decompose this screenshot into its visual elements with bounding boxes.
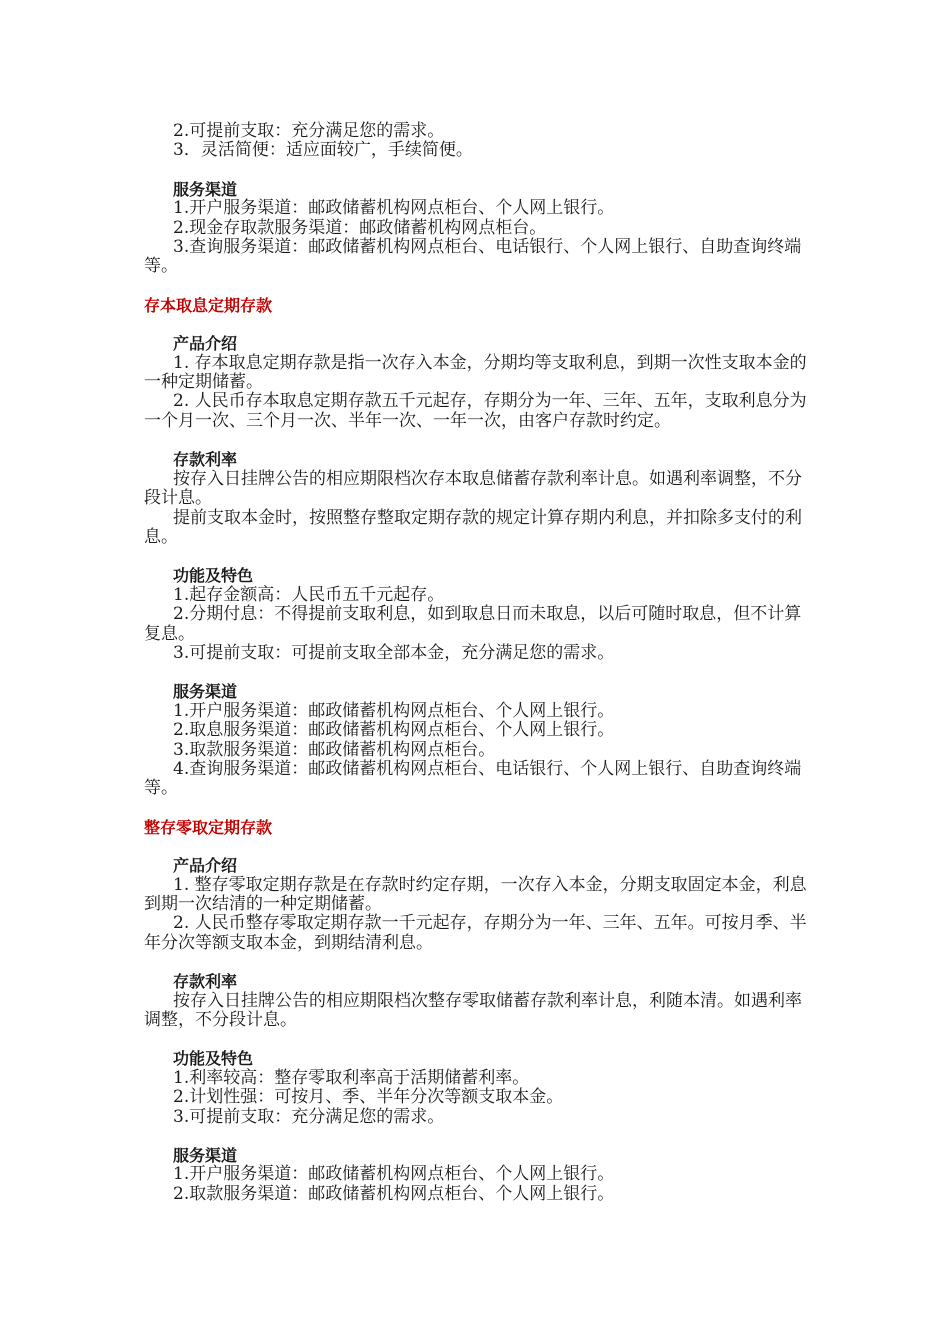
channel-item: 2.取款服务渠道：邮政储蓄机构网点柜台、个人网上银行。 (173, 1183, 615, 1204)
rate-heading: 存款利率 (173, 972, 238, 992)
feature-item: 2.分期付息：不得提前支取利息，如到取息日而未取息，以后可随时取息，但不计算复息。 (144, 604, 802, 644)
rate-paragraph: 提前支取本金时，按照整存整取定期存款的规定计算存期内利息，并扣除多支付的利息。 (144, 507, 802, 547)
channel-item: 2.取息服务渠道：邮政储蓄机构网点柜台、个人网上银行。 (173, 720, 615, 741)
channel-item: 1.开户服务渠道：邮政储蓄机构网点柜台、个人网上银行。 (173, 1164, 615, 1185)
channel-item: 2.现金存取款服务渠道：邮政储蓄机构网点柜台。 (173, 217, 547, 238)
feature-item: 2.可提前支取：充分满足您的需求。 (173, 121, 445, 141)
channels-heading: 服务渠道 (173, 1146, 238, 1166)
feature-item: 3．灵活简便：适应面较广，手续简便。 (173, 140, 473, 161)
channel-item: 3.取款服务渠道：邮政储蓄机构网点柜台。 (173, 739, 496, 760)
intro-paragraph: 1. 存本取息定期存款是指一次存入本金，分期均等支取利息，到期一次性支取本金的一种定期储蓄。 (144, 352, 807, 393)
feature-item: 2.计划性强：可按月、季、半年分次等额支取本金。 (173, 1087, 564, 1108)
intro-paragraph: 2. 人民币整存零取定期存款一千元起存，存期分为一年、三年、五年。可按月季、半年分次等额支取本金，到期结清利息。 (144, 913, 807, 953)
features-heading: 功能及特色 (173, 1049, 254, 1069)
channels-heading: 服务渠道 (173, 682, 238, 702)
intro-paragraph: 2. 人民币存本取息定期存款五千元起存，存期分为一年、三年、五年，支取利息分为一个月一次、三个月一次、半年一次、一年一次，由客户存款时约定。 (144, 391, 807, 431)
channel-item: 1.开户服务渠道：邮政储蓄机构网点柜台、个人网上银行。 (173, 700, 615, 721)
feature-item: 1.利率较高：整存零取利率高于活期储蓄利率。 (173, 1067, 530, 1088)
feature-item: 1.起存金额高：人民币五千元起存。 (173, 584, 445, 605)
section-title-s1: 存本取息定期存款 (144, 295, 273, 315)
section-title-s2: 整存零取定期存款 (144, 817, 273, 837)
rate-paragraph: 按存入日挂牌公告的相应期限档次整存零取储蓄存款利率计息，利随本清。如遇利率调整，不分段计息。 (144, 990, 802, 1031)
rate-heading: 存款利率 (173, 450, 238, 470)
rate-paragraph: 按存入日挂牌公告的相应期限档次存本取息储蓄存款利率计息。如遇利率调整，不分段计息。 (144, 468, 802, 509)
features-heading: 功能及特色 (173, 566, 254, 586)
document-page (144, 122, 810, 1204)
intro-heading: 产品介绍 (173, 334, 238, 354)
channels-heading: 服务渠道 (173, 179, 238, 199)
channel-item: 1.开户服务渠道：邮政储蓄机构网点柜台、个人网上银行。 (173, 198, 615, 219)
feature-item: 3.可提前支取：可提前支取全部本金，充分满足您的需求。 (173, 642, 615, 663)
feature-item: 3.可提前支取：充分满足您的需求。 (173, 1106, 445, 1127)
channel-item: 4.查询服务渠道：邮政储蓄机构网点柜台、电话银行、个人网上银行、自助查询终端等。 (144, 758, 802, 799)
intro-paragraph: 1. 整存零取定期存款是在存款时约定存期，一次存入本金，分期支取固定本金，利息到期一次结清的一种定期储蓄。 (144, 874, 807, 914)
intro-heading: 产品介绍 (173, 856, 238, 876)
channel-item: 3.查询服务渠道：邮政储蓄机构网点柜台、电话银行、个人网上银行、自助查询终端等。 (144, 237, 802, 277)
